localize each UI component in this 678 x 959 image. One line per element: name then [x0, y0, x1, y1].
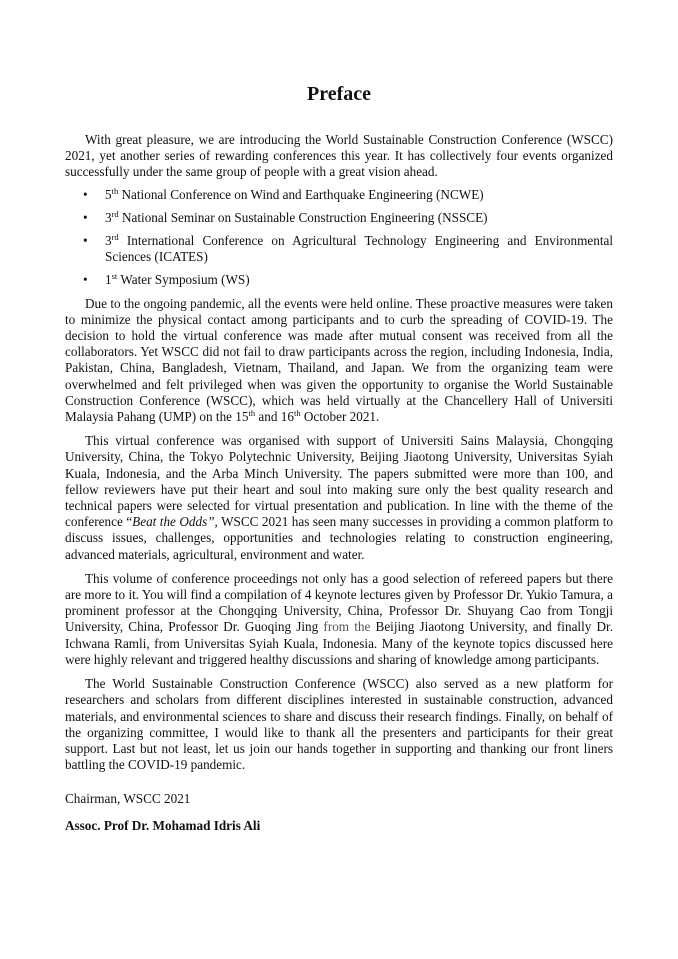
- list-item: • 5th National Conference on Wind and Earthquake Engineering (NCWE): [65, 187, 613, 203]
- signatory-name: Assoc. Prof Dr. Mohamad Idris Ali: [65, 817, 261, 833]
- platform-paragraph: The World Sustainable Construction Conference (WSCC) also served as a new platform for researchers and scholars from different disciplines interested in sustainable construction, advanced materials, and environmental sciences to share and discuss their research findings. Finally, on behalf of the organizing committee, I would like to thank all the presenters and participants for their great support. Last but not least, let us join our hands together in supporting and thanking our front liners battling the COVID-19 pandemic.: [65, 676, 613, 773]
- preface-page: [65, 83, 613, 834]
- list-item: • 3rd National Seminar on Sustainable Construction Engineering (NSSCE): [65, 210, 613, 226]
- chairman-title: Chairman, WSCC 2021: [65, 791, 191, 807]
- pandemic-paragraph: Due to the ongoing pandemic, all the events were held online. These proactive measures were taken to minimize the physical contact among participants and to curb the spreading of COVID-19. The decision to hold the virtual conference was made after mutual consent was received from all the collaborators. Yet WSCC did not fail to draw participants across the region, including Indonesia, India, Pakistan, China, Bangladesh, Vietnam, Thailand, and Japan. We from the organizing team were overwhelmed and felt privileged when was given the opportunity to organise the World Sustainable Construction Conference (WSCC), which was held virtually at the Chancellery Hall of Universiti Malaysia Pahang (UMP) on the 15th and 16th October 2021.: [65, 295, 613, 425]
- conference-theme: Beat the Odds”: [132, 514, 215, 530]
- events-list: [65, 187, 613, 289]
- closing-block: [65, 791, 613, 833]
- list-item: • 3rd International Conference on Agricultural Technology Engineering and Environmental Sciences (ICATES): [65, 233, 613, 265]
- page-title: Preface: [306, 83, 372, 105]
- support-paragraph: This virtual conference was organised with support of Universiti Sains Malaysia, Chongqing University, China, the Tokyo Polytechnic University, Beijing Jiaotong University, Universitas Syiah Kuala, Indonesia, and the Arba Minch University. The papers submitted were more than 100, and fellow reviewers have put their heart and soul into making sure only the best quality research and technical papers were selected for virtual presentation and publication. In line with the theme of the conference “Beat the Odds”, WSCC 2021 has seen many successes in providing a common platform to discuss issues, challenges, opportunities and technologies relating to construction engineering, advanced materials, agricultural, environment and water.: [65, 433, 613, 562]
- intro-paragraph: With great pleasure, we are introducing the World Sustainable Construction Conference (WSCC) 2021, yet another series of rewarding conferences this year. It has collectively four events organized successfully under the same group of people with a great vision ahead.: [65, 132, 613, 180]
- list-item: • 1st Water Symposium (WS): [65, 272, 613, 288]
- keynote-paragraph: This volume of conference proceedings not only has a good selection of refereed papers but there are more to it. You will find a compilation of 4 keynote lectures given by Professor Dr. Yukio Tamura, a prominent professor at the Chongqing University, China, Professor Dr. Shuyang Cao from Tongji University, China, Professor Dr. Guoqing Jing from the Beijing Jiaotong University, and finally Dr. Ichwana Ramli, from Universitas Syiah Kuala, Indonesia. Many of the keynote topics discussed here were highly relevant and triggered healthy discussions and sharing of knowledge among participants.: [65, 570, 614, 667]
